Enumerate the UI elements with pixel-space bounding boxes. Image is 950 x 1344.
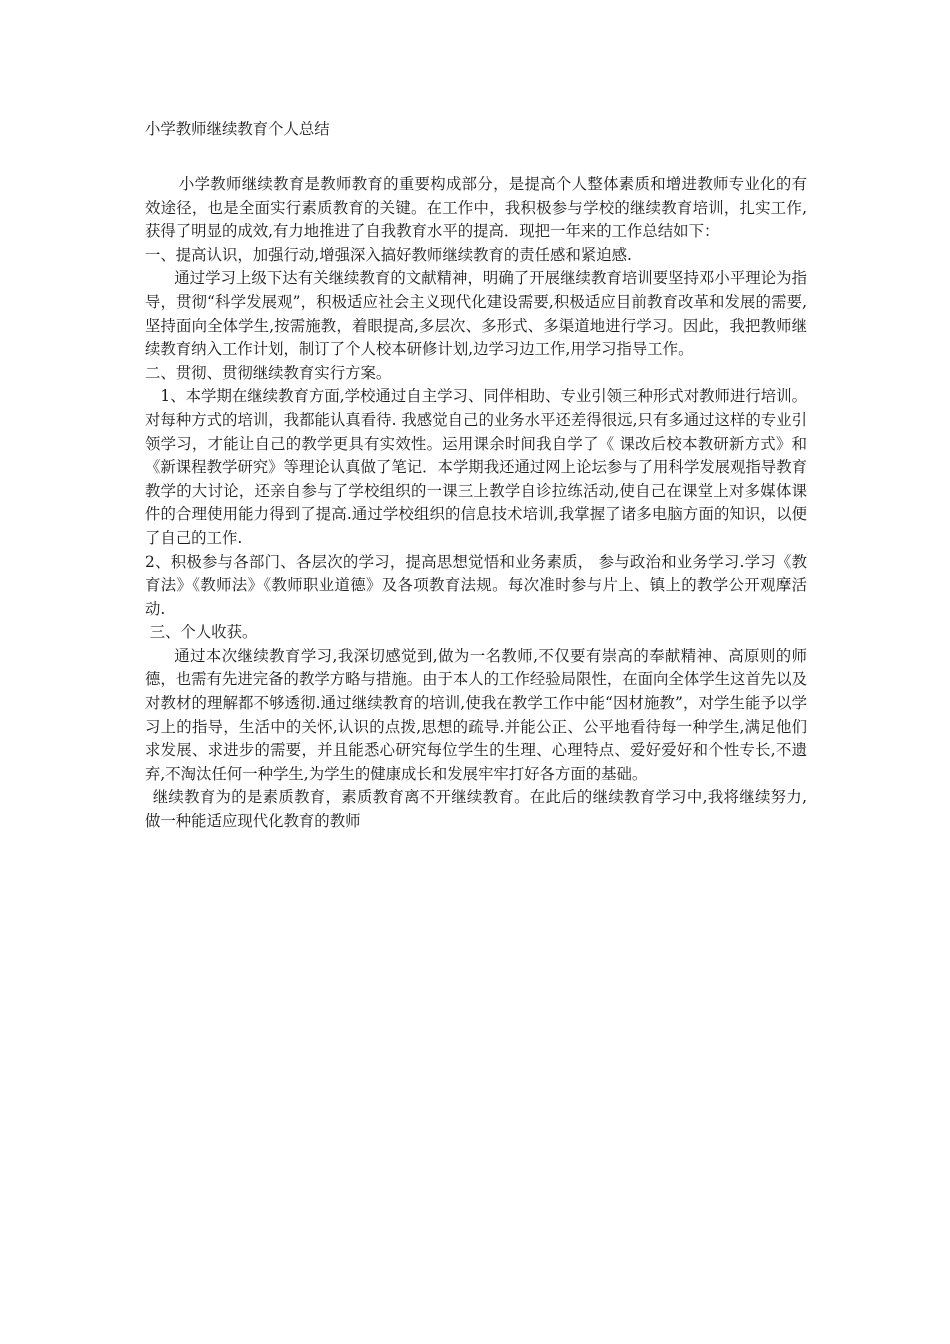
closing-paragraph: 继续教育为的是素质教育，素质教育离不开继续教育。在此后的继续教育学习中,我将继续努力,做一种能适应现代化教育的教师 <box>145 788 807 831</box>
document-title: 小学教师继续教育个人总结 <box>145 120 330 138</box>
section-heading-1: 一、提高认识，加强行动,增强深入搞好教师继续教育的责任感和紧迫感. <box>145 245 632 264</box>
title-spacer <box>145 142 807 173</box>
document-page <box>145 118 807 834</box>
section-3-body: 通过本次继续教育学习,我深切感觉到,做为一名教师,不仅要有崇高的奉献精神、高原则的师德，也需有先进完备的教学方略与措施。由于本人的工作经验局限性，在面向全体学生这首先以及对教材的理解都不够透彻.通过继续教育的培训,使我在教学工作中能“因材施教”，对学生能予以学习上的指导，生活中的关怀,认识的点拨,思想的疏导.并能公正、公平地看待每一种学生,满足他们求发展、求进步的需要，并且能悉心研究每位学生的生理、心理特点、爱好爱好和个性专长,不遗弃,不淘汰任何一种学生,为学生的健康成长和发展牢牢打好各方面的基础。 <box>145 646 807 783</box>
section-heading-2: 二、贯彻、贯彻继续教育实行方案。 <box>145 363 392 382</box>
intro-paragraph: 小学教师继续教育是教师教育的重要构成部分，是提高个人整体素质和增进教师专业化的有效途径，也是全面实行素质教育的关键。在工作中，我积极参与学校的继续教育培训，扎实工作,获得了明显的成效,有力地推进了自我教育水平的提高．现把一年来的工作总结如下： <box>145 175 807 241</box>
section-2-item-2: 2、积极参与各部门、各层次的学习，提高思想觉悟和业务素质， 参与政治和业务学习.学习《教育法》《教师法》《教师职业道德》及各项教育法规。每次准时参与片上、镇上的教学公开观摩活动. <box>145 552 807 618</box>
section-1-body: 通过学习上级下达有关继续教育的文献精神，明确了开展继续教育培训要坚持邓小平理论为指导，贯彻“科学发展观”，积极适应社会主义现代化建设需要,积极适应目前教育改革和发展的需要,坚持面向全体学生,按需施教，着眼提高,多层次、多形式、多渠道地进行学习。因此，我把教师继续教育纳入工作计划，制订了个人校本研修计划,边学习边工作,用学习指导工作。 <box>145 269 807 359</box>
section-2-item-1: 1、本学期在继续教育方面,学校通过自主学习、同伴相助、专业引领三种形式对教师进行培训。对每种方式的培训，我都能认真看待. 我感觉自己的业务水平还差得很远,只有多通过这样的专业引领学习，才能让自己的教学更具有实效性。运用课余时间我自学了《 课改后校本教研新方式》和《新课程教学研究》等理论认真做了笔记．本学期我还通过网上论坛参与了用科学发展观指导教育教学的大讨论，还亲自参与了学校组织的一课三上教学自诊拉练活动,使自己在课堂上对多媒体课件的合理使用能力得到了提高.通过学校组织的信息技术培训,我掌握了诸多电脑方面的知识，以便了自己的工作. <box>145 387 807 547</box>
section-heading-3: 三、个人收获。 <box>149 623 258 642</box>
